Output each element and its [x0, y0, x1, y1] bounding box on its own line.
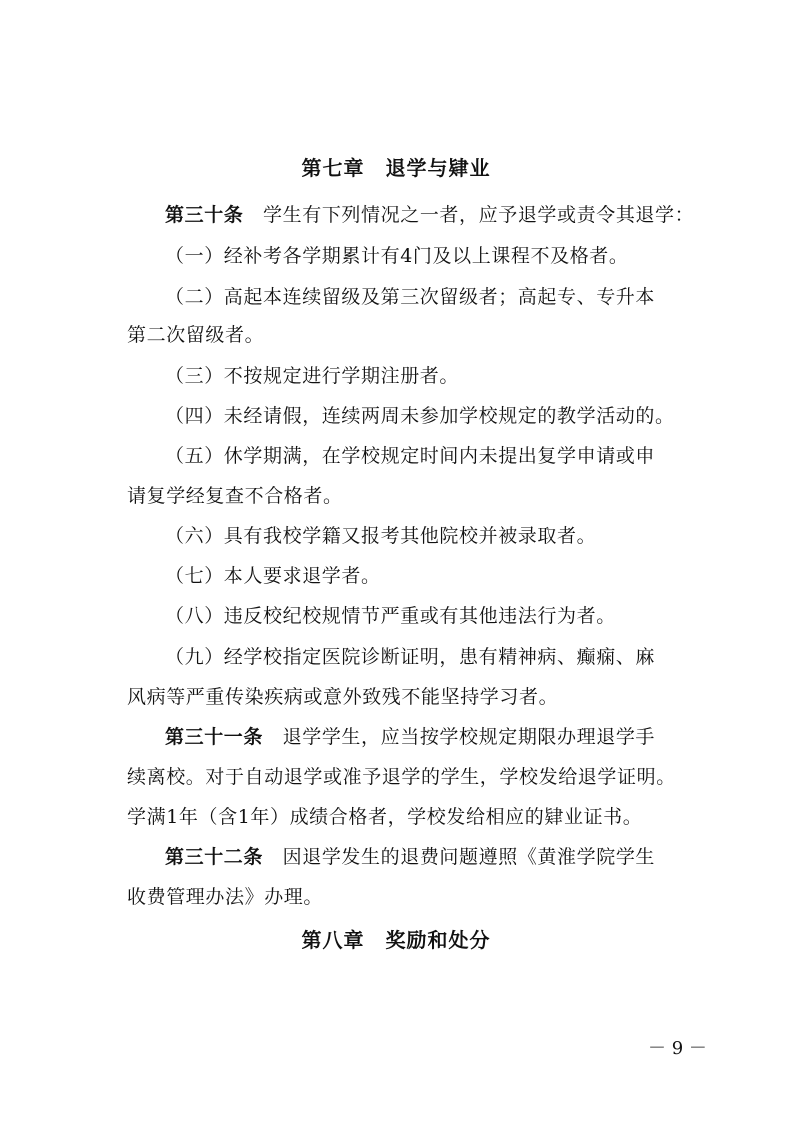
- list-item-8: （八）违反校纪校规情节严重或有其他违法行为者。: [165, 605, 616, 627]
- list-item-2-line-2: 第二次留级者。: [127, 324, 265, 346]
- chapter-8-heading: 第八章 奖励和处分: [301, 928, 491, 952]
- article-32-line-2: 收费管理办法》办理。: [127, 886, 324, 908]
- article-30-paragraph: [165, 202, 695, 228]
- list-item-3: （三）不按规定进行学期注册者。: [165, 365, 460, 387]
- article-32-line-1: 因退学发生的退费问题遵照《黄淮学院学生: [282, 846, 656, 868]
- list-item-9-line-1: （九）经学校指定医院诊断证明，患有精神病、癫痫、麻: [165, 646, 656, 668]
- article-32-label: 第三十二条: [165, 846, 264, 868]
- article-30-lead: 学生有下列情况之一者，应予退学或责令其退学：: [263, 204, 695, 226]
- list-item-5-line-2: 请复学经复查不合格者。: [127, 485, 343, 507]
- article-31-paragraph: [165, 724, 695, 750]
- article-31-line-2: 续离校。对于自动退学或准予退学的学生，学校发给退学证明。: [127, 766, 676, 788]
- article-30-label: 第三十条: [165, 204, 244, 226]
- list-item-2-line-1: （二）高起本连续留级及第三次留级者；高起专、专升本: [165, 286, 656, 308]
- list-item-9-line-2: 风病等严重传染疾病或意外致残不能坚持学习者。: [127, 686, 559, 708]
- list-item-4: （四）未经请假，连续两周未参加学校规定的教学活动的。: [165, 405, 675, 427]
- chapter-7-heading: 第七章 退学与肄业: [301, 156, 491, 180]
- page-number: － 9 －: [648, 1038, 707, 1059]
- list-item-1: （一）经补考各学期累计有4门及以上课程不及格者。: [165, 245, 629, 267]
- article-31-line-3: 学满1年（含1年）成绩合格者，学校发给相应的肄业证书。: [127, 806, 643, 828]
- article-31-label: 第三十一条: [165, 726, 264, 748]
- list-item-7: （七）本人要求退学者。: [165, 565, 381, 587]
- article-32-paragraph: [165, 844, 695, 870]
- list-item-5-line-1: （五）休学期满，在学校规定时间内未提出复学申请或申: [165, 445, 656, 467]
- list-item-6: （六）具有我校学籍又报考其他院校并被录取者。: [165, 525, 597, 547]
- article-31-line-1: 退学学生，应当按学校规定期限办理退学手: [282, 726, 656, 748]
